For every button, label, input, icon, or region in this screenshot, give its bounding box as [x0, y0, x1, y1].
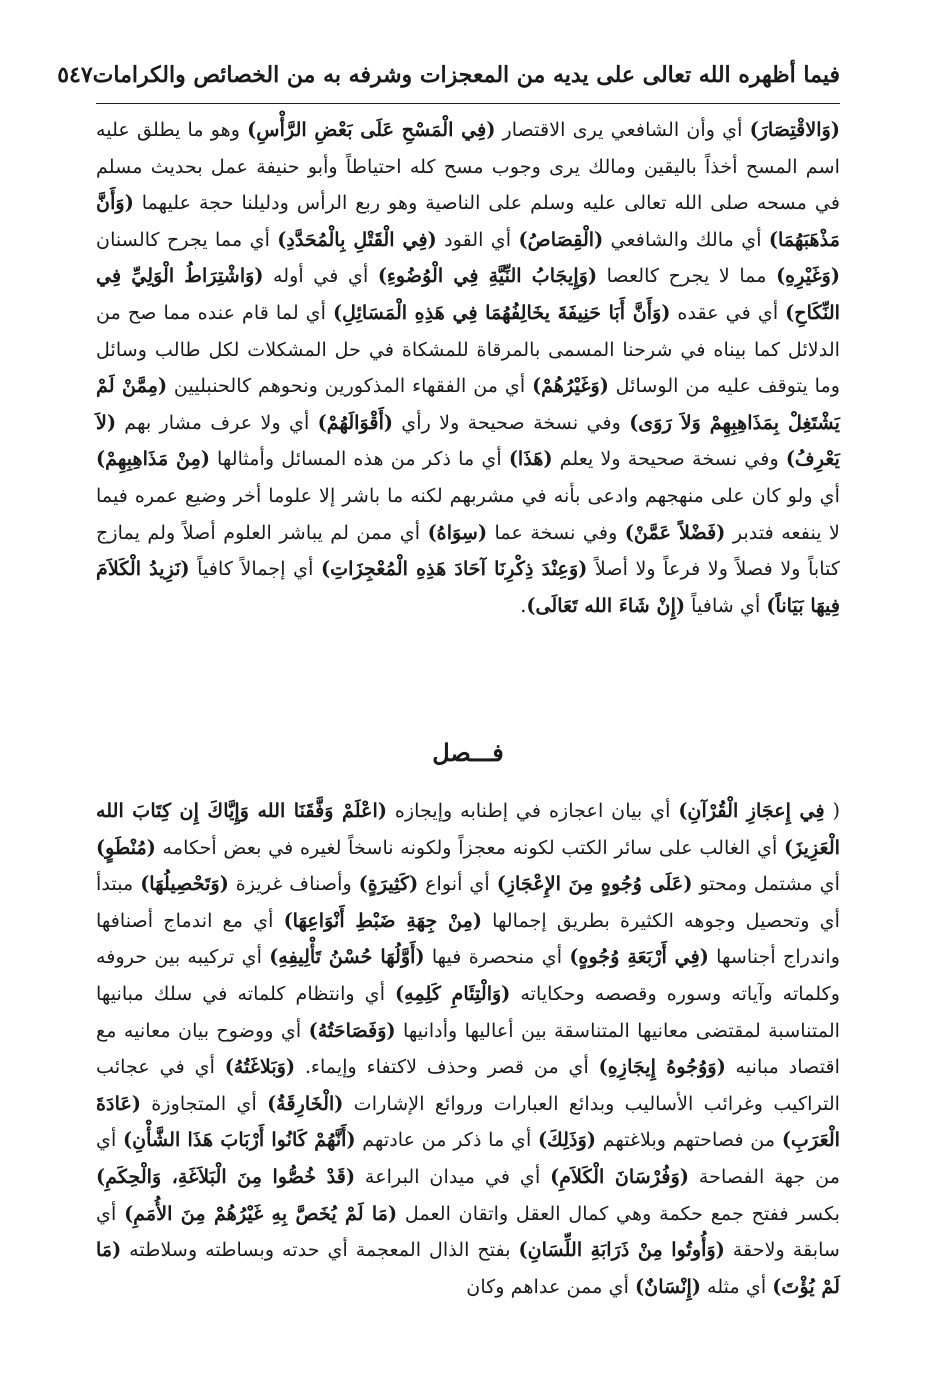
quoted-matn: (عَلَى وُجُوهٍ مِنَ الإِعْجَازِ): [496, 872, 693, 896]
commentary-text: أي ممن عداهم وكان: [466, 1274, 636, 1298]
commentary-text: أي من جهة الفصاحة: [96, 1128, 840, 1188]
commentary-text: أي ووضوح بيان معانيه مع اقتصاد مبانيه: [96, 1018, 840, 1079]
quoted-matn: (مِنْ مَذَاهِبِهِمْ): [96, 447, 210, 471]
quoted-matn: (مَا لَمْ يُؤْتَ): [96, 1238, 840, 1298]
quoted-matn: (كَثِيرَةٍ): [358, 872, 419, 896]
quoted-matn: (فِي أَرْبَعَةِ وُجُوهٍ): [569, 945, 709, 969]
commentary-text: أي من الفقهاء المذكورين ونحوهم كالحنبليين: [167, 374, 533, 398]
commentary-text: (: [824, 799, 840, 822]
quoted-matn: (وَغَيْرِهِ): [776, 264, 840, 288]
commentary-text: أي منحصرة فيها: [424, 945, 570, 969]
quoted-matn: (الْقِصَاصُ): [518, 227, 604, 251]
quoted-matn: (أَنَّهُمْ كَانُوا أَرْبَابَ هَذَا الشَّأْنِ): [123, 1128, 356, 1152]
quoted-matn: (وَالْتِئَامِ كَلِمِهِ): [395, 981, 511, 1005]
quoted-matn: (وَتَحْصِيلُهَا): [140, 872, 229, 896]
commentary-text: أي وانتظام كلماته في سلك مبانيها المتناسبة لمقتضى معانيها المتناسقة بين أعاليها وأدانيها: [96, 981, 840, 1042]
commentary-text: أي في ميدان البراعة: [355, 1164, 551, 1188]
quoted-matn: (مُنْطَوٍ): [96, 835, 156, 859]
commentary-text: وفي نسخة صحيحة ولا رأي: [393, 410, 630, 434]
commentary-text: أي سابقة ولاحقة: [96, 1201, 840, 1262]
quoted-matn: (وَذَلِكَ): [537, 1128, 596, 1152]
commentary-text: مبتدأ أي وتحصيل وجوهه الكثيرة بطريق إجمالها: [96, 872, 840, 932]
header-rule: [96, 103, 840, 104]
quoted-matn: (إِنْ شَاءَ الله تَعَالَى): [526, 593, 686, 617]
commentary-text: أي في عجائب التراكيب وغرائب الأساليب وبدائع العبارات وروائع الإشارات: [96, 1055, 840, 1115]
commentary-text: من فصاحتهم وبلاغتهم: [595, 1128, 782, 1152]
commentary-text: أي مما يجرح كالسنان: [96, 227, 278, 251]
commentary-text: .: [520, 593, 527, 617]
quoted-matn: (وَوُجُوهُ إِيجَازِهِ): [598, 1055, 726, 1079]
main-text: [96, 112, 840, 624]
commentary-text: أي في عقده: [670, 300, 786, 324]
commentary-text: وهو ما يطلق عليه اسم المسح أخذاً باليقين ومالك يرى وجوب مسح كله احتياطاً وأبو حنيفة عمل بحديث مسلم في مسحه صلى الله تعالى عليه وسلم على الناصية وهو ربع الرأس ودليلنا حجة عليهما: [96, 118, 840, 215]
quoted-matn: (مِنْ جِهَةِ ضَبْطِ أَنْوَاعِهَا): [283, 908, 482, 932]
commentary-text: أي مع اندماج أصنافها واندراج أجناسها: [96, 908, 840, 969]
quoted-matn: (عَادَةَ الْعَرَبِ): [96, 1091, 841, 1152]
quoted-matn: (إِنْسَانٌ): [635, 1274, 701, 1298]
commentary-text: مما لا يجرح كالعصا: [597, 264, 777, 288]
quoted-matn: (وَأُوتُوا مِنْ ذَرَابَةِ اللِّسَانِ): [518, 1238, 725, 1262]
commentary-text: وأصناف غريزة: [228, 872, 359, 896]
commentary-text: أي إجمالاً كافياً: [189, 557, 321, 581]
commentary-text: أي لما قام عنده مما صح من الدلائل كما بيناه في شرحنا المسمى بالمرقاة للمشكاة في حل المشكلات لكل طالب وسائل وما يتوقف عليه من الوسائل: [96, 300, 840, 398]
paragraph-2: [96, 793, 840, 1305]
quoted-matn: (فِي الْقَتْلِ بِالْمُحَدَّدِ): [277, 227, 437, 251]
quoted-matn: (هَذَا): [508, 447, 553, 471]
commentary-text: وفي نسخة عما: [487, 520, 625, 544]
running-header: [57, 56, 840, 94]
page-number: ٥٤٧: [57, 62, 93, 88]
quoted-matn: (وَالاقْتِصَارَ): [749, 118, 840, 141]
quoted-matn: (أَوَّلُهَا حُسْنُ تَأْلِيفِهِ): [269, 945, 425, 969]
quoted-matn: (لاَ يَعْرِفُ): [96, 410, 840, 471]
commentary-text: أي الغالب على سائر الكتب لكونه معجزاً ولكونه ناسخاً لغيره في بعض أحكامه: [155, 835, 784, 859]
commentary-text: أي ما ذكر من هذه المسائل وأمثالها: [209, 447, 509, 471]
quoted-matn: (الْخَارِقَةُ): [267, 1091, 344, 1115]
quoted-matn: (أَقْوَالَهُمْ): [317, 410, 394, 434]
quoted-matn: (وَإِيجَابُ النِّيَّةِ فِي الْوُضُوءِ): [377, 264, 598, 288]
commentary-text: أي ولو كان على منهجهم وادعى بأنه في مشربهم لكنه ما باشر إلا علوما أخر وضيع عمره فيما لا ينفعه فتدبر: [96, 483, 840, 544]
quoted-matn: (مِمَّنْ لَمْ يَشْتَغِلْ بِمَذَاهِبِهِمْ وَلاَ رَوَى): [96, 374, 841, 434]
main-text-2: [96, 793, 840, 1305]
quoted-matn: (قَدْ خُصُّوا مِنَ الْبَلاَغَةِ، وَالْحِكَمِ): [96, 1164, 356, 1188]
quoted-matn: فِي إِعجَازِ الْقُرْآنِ): [678, 799, 825, 822]
commentary-text: أي شافياً: [685, 593, 767, 617]
commentary-text: أي أنواع: [418, 872, 497, 896]
commentary-text: أي وأن الشافعي يرى الاقتصار: [495, 118, 750, 141]
quoted-matn: (وَأَنَّ أَبَا حَنِيفَةَ يخَالِفُهُمَا فِي هَذِهِ الْمَسَائِلِ): [332, 300, 671, 324]
header-title: فيما أظهره الله تعالى على يديه من المعجزات وشرفه به من الخصائص والكرامات: [92, 62, 840, 88]
commentary-text: أي ولا عرف مشار بهم: [116, 410, 318, 434]
commentary-text: أي القود: [436, 227, 519, 251]
quoted-matn: (فَضْلاً عَمَّنْ): [624, 520, 726, 544]
commentary-text: أي مشتمل ومحتو: [692, 872, 841, 896]
commentary-text: أي مثله: [700, 1274, 773, 1298]
commentary-text: أي ممن لم يباشر العلوم أصلاً ولم يمازج كتاباً ولا فصلاً ولا فرعاً ولا أصلاً: [96, 520, 841, 581]
section-heading: فـــصل: [432, 738, 504, 767]
quoted-matn: (اعْلَمْ وَفَّقَنَا الله وَإِيَّاكَ إِن كِتَابَ الله الْعَزِيزَ): [96, 799, 840, 859]
quoted-matn: (فِي الْمَسْحِ عَلَى بَعْضِ الرَّأْسِ): [247, 118, 496, 141]
commentary-text: أي بيان اعجازه في إطنابه وإيجازه: [386, 799, 679, 822]
commentary-text: أي المتجاوزة: [140, 1091, 268, 1115]
commentary-text: أي مالك والشافعي: [603, 227, 769, 251]
commentary-text: وفي نسخة صحيحة ولا يعلم: [552, 447, 786, 471]
commentary-text: أي ما ذكر من عادتهم: [355, 1128, 538, 1152]
quoted-matn: (وَغَيْرُهُمْ): [532, 374, 609, 398]
quoted-matn: (وَفُرْسَانَ الْكَلاَمِ): [550, 1164, 689, 1188]
commentary-text: أي من قصر وحذف لاكتفاء وإيماء.: [295, 1055, 599, 1079]
quoted-matn: (مَا لَمْ يُخَصَّ بِهِ غَيْرُهُمْ مِنَ الأُمَمِ): [124, 1201, 398, 1225]
quoted-matn: (وَأَنَّ مَذْهَبَهُمَا): [96, 191, 841, 251]
quoted-matn: (وَعِنْدَ ذِكْرِنَا آحَادَ هَذِهِ الْمُعْجِزَاتِ): [320, 557, 588, 581]
paragraph-1: [96, 112, 840, 624]
commentary-text: بكسر ففتح جمع حكمة وهي كمال العقل واتقان العمل: [397, 1201, 841, 1225]
quoted-matn: (نَزِيدُ الْكَلاَمَ فِيهَا بَيَاناً): [96, 557, 840, 617]
quoted-matn: (وَفَصَاحَتُهُ): [308, 1018, 396, 1042]
commentary-text: أي تركيبه بين حروفه وكلماته وآياته وسوره وقصصه وحكاياته: [96, 945, 841, 1005]
quoted-matn: (سِوَاهُ): [427, 520, 488, 544]
quoted-matn: (وَاشْتِرَاطُ الْوَلِيِّ فِي النِّكَاحِ): [96, 264, 841, 324]
commentary-text: بفتح الذال المعجمة أي حدته وبساطته وسلاطته: [121, 1238, 519, 1262]
quoted-matn: (وَبَلاغَتُهُ): [224, 1055, 296, 1079]
commentary-text: أي في أوله: [263, 264, 378, 288]
